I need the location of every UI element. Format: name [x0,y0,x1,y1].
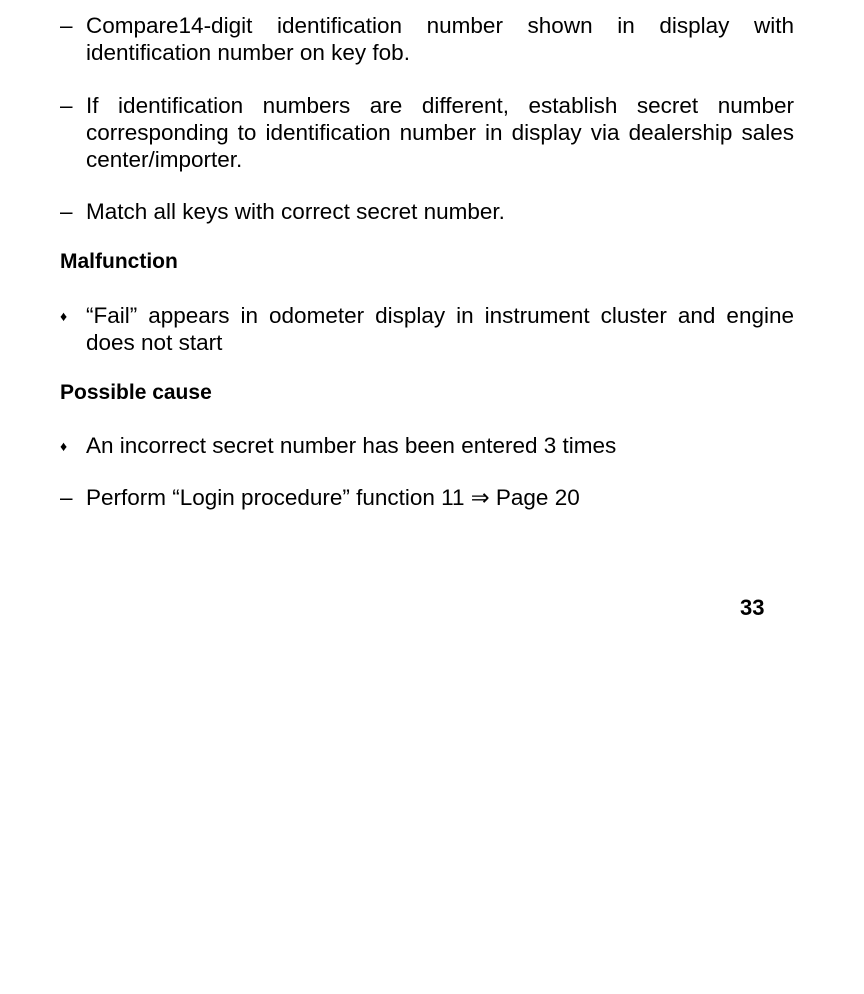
step-login-procedure [60,484,794,511]
bullet-text: “Fail” appears in odometer display in instrument cluster and engine does not start [86,303,794,355]
step-text: Compare14-digit identification number shown in display with identification number on key fob. [86,13,794,65]
dash-marker: – [60,485,73,510]
step-compare-id [60,12,794,66]
diamond-bullet-icon: ♦ [60,308,68,324]
malfunction-bullet [60,302,794,356]
dash-marker: – [60,199,73,224]
step-establish-secret [60,92,794,173]
possible-cause-heading: Possible cause [60,381,212,404]
step-match-keys [60,198,794,225]
cause-bullet [60,432,794,459]
dash-marker: – [60,13,73,38]
diamond-bullet-icon: ♦ [60,438,68,454]
malfunction-heading: Malfunction [60,250,178,273]
step-text: Match all keys with correct secret number. [86,199,505,224]
step-text: Perform “Login procedure” function 11 ⇒ Page 20 [86,485,580,510]
dash-marker: – [60,93,73,118]
bullet-text: An incorrect secret number has been entered 3 times [86,433,617,458]
page-number: 33 [740,595,765,620]
step-text: If identification numbers are different, establish secret number corresponding to identification number in display via dealership sales center/importer. [86,93,794,172]
